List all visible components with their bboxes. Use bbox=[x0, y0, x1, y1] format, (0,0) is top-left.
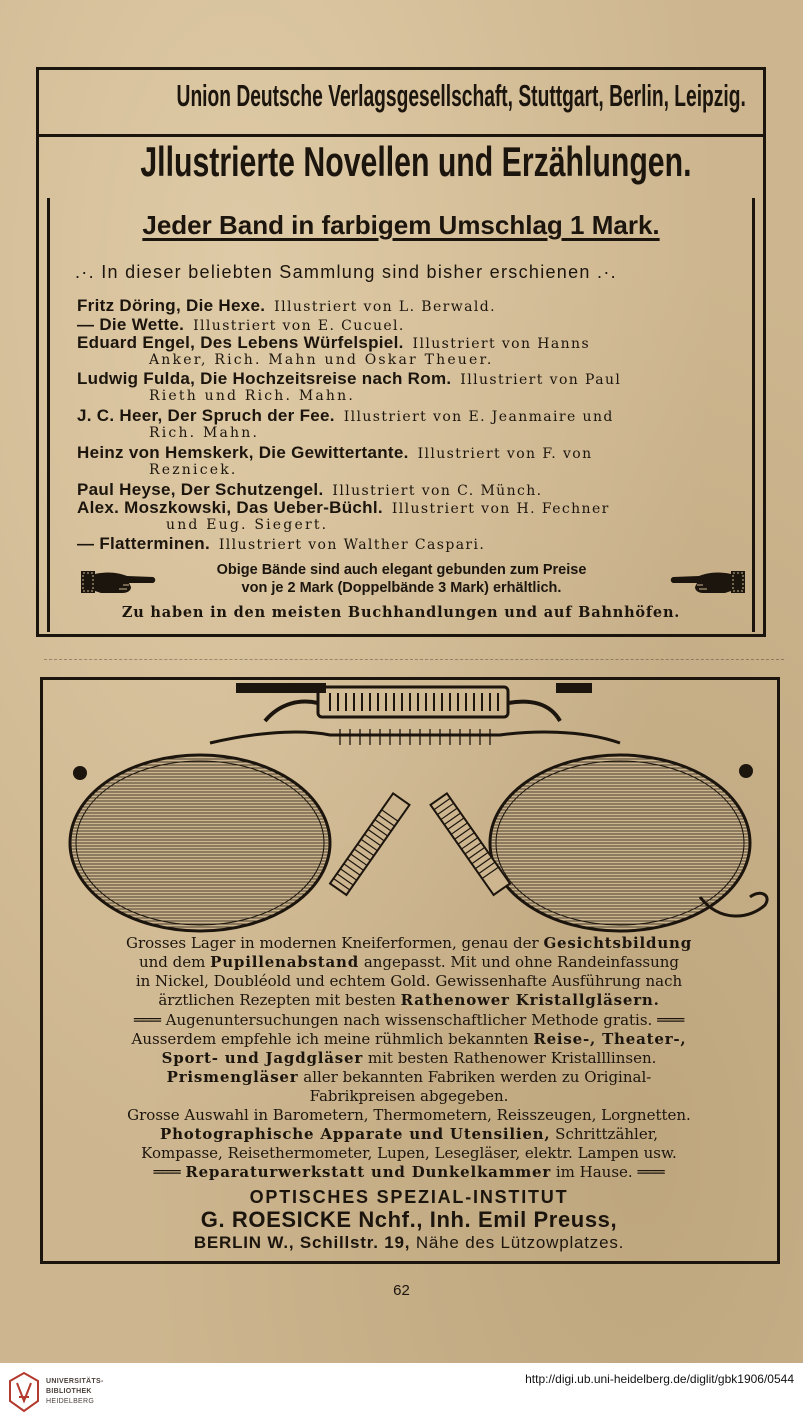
firm-name: G. ROESICKE Nchf., Inh. Emil Preuss, bbox=[200, 1207, 618, 1232]
bound-edition-note bbox=[174, 561, 629, 597]
library-seal-icon bbox=[8, 1371, 40, 1413]
divider-rule bbox=[39, 134, 763, 137]
pince-nez-illustration bbox=[60, 683, 780, 953]
availability-line: Zu haben in den meisten Buchhandlungen und auf Bahnhöfen. bbox=[121, 604, 681, 621]
ad-text-line: Grosses Lager in modernen Kneiferformen, genau der Gesichtsbildung bbox=[125, 934, 693, 952]
institute-name: OPTISCHES SPEZIAL-INSTITUT bbox=[249, 1187, 569, 1207]
ad-text-line: ═══ Reparaturwerkstatt und Dunkelkammer im Hause. ═══ bbox=[153, 1163, 665, 1181]
ad-text-line: Sport- und Jagdgläser mit besten Rathenower Kristalllinsen. bbox=[161, 1049, 657, 1067]
book-entry: Fritz Döring, Die Hexe. Illustriert von L. Berwald. bbox=[77, 296, 496, 315]
novellen-advertisement bbox=[36, 67, 766, 637]
ad-text-line: in Nickel, Doubléold und echtem Gold. Gewissenhafte Ausführung nach bbox=[135, 972, 683, 990]
book-entry: Ludwig Fulda, Die Hochzeitsreise nach Rom. Illustriert von Paul bbox=[77, 369, 622, 388]
book-entry: Eduard Engel, Des Lebens Würfelspiel. Illustriert von Hanns bbox=[77, 333, 591, 352]
book-entry: — Die Wette. Illustriert von E. Cucuel. bbox=[77, 315, 405, 334]
pointing-hand-left-icon bbox=[669, 565, 747, 599]
ad-text-line: Prismengläser aller bekannten Fabriken werden zu Original- bbox=[166, 1068, 652, 1086]
price-subtitle: Jeder Band in farbigem Umschlag 1 Mark. bbox=[142, 210, 660, 240]
pointing-hand-right-icon bbox=[79, 565, 157, 599]
book-entry-continuation: und Eug. Siegert. bbox=[166, 517, 329, 533]
decorative-bar bbox=[556, 683, 592, 693]
book-entry-continuation: Anker, Rich. Mahn und Oskar Theuer. bbox=[149, 352, 494, 368]
book-entry: J. C. Heer, Der Spruch der Fee. Illustriert von E. Jeanmaire und bbox=[77, 406, 614, 425]
book-entry-continuation: Rich. Mahn. bbox=[149, 425, 260, 441]
border-line bbox=[752, 198, 755, 632]
ad-text-line: Fabrikpreisen abgegeben. bbox=[309, 1087, 509, 1105]
ad-text-line: Grosse Auswahl in Barometern, Thermometern, Reisszeugen, Lorgnetten. bbox=[127, 1106, 691, 1124]
ad-text-line: Kompasse, Reisethermometer, Lupen, Lesegläser, elektr. Lampen usw. bbox=[141, 1144, 677, 1162]
ad-text-line: ärztlichen Rezepten mit besten Rathenower Kristallgläsern. bbox=[158, 991, 660, 1009]
book-entry: Alex. Moszkowski, Das Ueber-Büchl. Illustriert von H. Fechner bbox=[77, 498, 610, 517]
library-name-line: BIBLIOTHEK bbox=[46, 1388, 92, 1395]
ad-text-line: und dem Pupillenabstand angepasst. Mit und ohne Randeinfassung bbox=[138, 953, 680, 971]
library-name-line: HEIDELBERG bbox=[46, 1398, 95, 1405]
book-entry: — Flatterminen. Illustriert von Walther Caspari. bbox=[77, 534, 486, 553]
ad-text-line: ═══ Augenuntersuchungen nach wissenschaftlicher Methode gratis. ═══ bbox=[133, 1011, 685, 1029]
publisher-heading: Union Deutsche Verlagsgesellschaft, Stuttgart, Berlin, Leipzig. bbox=[176, 78, 746, 113]
ad-text-line: Photographische Apparate und Utensilien, Schrittzähler, bbox=[159, 1125, 659, 1143]
border-line bbox=[47, 198, 50, 632]
permalink[interactable]: http://digi.ub.uni-heidelberg.de/diglit/gbk1906/0544 bbox=[525, 1372, 794, 1386]
right-lens bbox=[490, 755, 750, 931]
firm-address: BERLIN W., Schillstr. 19, Nähe des Lützowplatzes. bbox=[193, 1233, 625, 1252]
separator bbox=[44, 659, 784, 660]
book-entry-continuation: Rieth und Rich. Mahn. bbox=[149, 388, 355, 404]
book-entry-continuation: Reznicek. bbox=[149, 462, 238, 478]
library-name-line: UNIVERSITÄTS- bbox=[46, 1378, 104, 1385]
left-lens bbox=[70, 755, 330, 931]
bound-edition-line: Obige Bände sind auch elegant gebunden zum Preise bbox=[216, 562, 587, 578]
book-entry: Paul Heyse, Der Schutzengel. Illustriert von C. Münch. bbox=[77, 480, 543, 499]
intro-line: .·. In dieser beliebten Sammlung sind bisher erschienen .·. bbox=[75, 262, 617, 282]
series-title: Jllustrierte Novellen und Erzählungen. bbox=[140, 138, 692, 185]
decorative-bar bbox=[236, 683, 326, 693]
ad-text-line: Ausserdem empfehle ich meine rühmlich bekannten Reise-, Theater-, bbox=[131, 1030, 687, 1048]
page-number: 62 bbox=[393, 1282, 410, 1299]
bound-edition-line: von je 2 Mark (Doppelbände 3 Mark) erhältlich. bbox=[241, 580, 562, 596]
book-entry: Heinz von Hemskerk, Die Gewittertante. Illustriert von F. von bbox=[77, 443, 593, 462]
